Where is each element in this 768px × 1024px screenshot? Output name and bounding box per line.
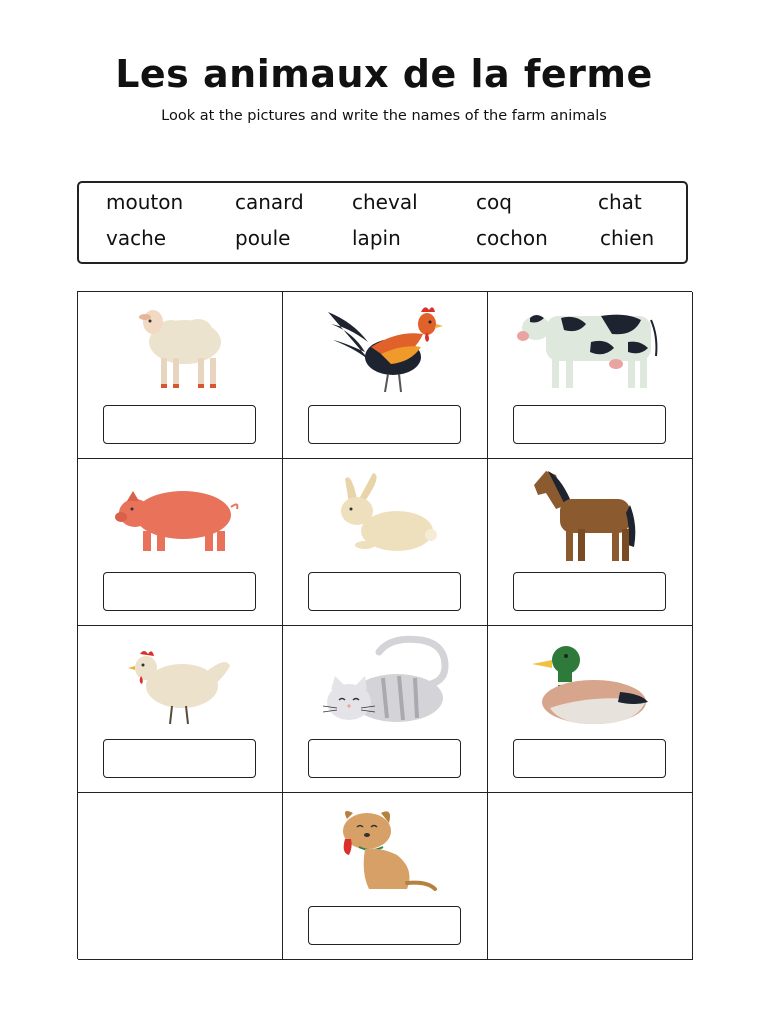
pig-icon: [113, 483, 243, 558]
empty-cell: [488, 793, 693, 960]
word-bank-item: lapin: [352, 226, 401, 250]
animal-grid: [77, 291, 692, 959]
word-bank-item: vache: [106, 226, 167, 250]
animal-cell-sheep: [78, 292, 283, 459]
rabbit-icon: [335, 469, 440, 559]
animal-cell-horse: [488, 459, 693, 626]
duck-icon: [530, 638, 655, 733]
animal-cell-hen: [78, 626, 283, 793]
answer-field[interactable]: [103, 405, 256, 444]
answer-field[interactable]: [308, 739, 461, 778]
animal-cell-duck: [488, 626, 693, 793]
word-bank-item: cochon: [476, 226, 548, 250]
word-bank: [77, 181, 688, 264]
page-title: Les animaux de la ferme: [115, 52, 653, 96]
word-bank-item: coq: [476, 190, 512, 214]
horse-icon: [526, 465, 641, 565]
word-bank-item: mouton: [106, 190, 184, 214]
answer-field[interactable]: [308, 906, 461, 945]
cat-icon: [321, 632, 451, 732]
hen-icon: [126, 636, 236, 731]
answer-field[interactable]: [103, 739, 256, 778]
animal-cell-cow: [488, 292, 693, 459]
sheep-icon: [123, 300, 233, 395]
word-bank-item: chat: [598, 190, 642, 214]
word-bank-item: poule: [235, 226, 291, 250]
answer-field[interactable]: [513, 572, 666, 611]
rooster-icon: [323, 302, 448, 397]
word-bank-item: canard: [235, 190, 304, 214]
answer-field[interactable]: [308, 405, 461, 444]
page-subtitle: Look at the pictures and write the names of the farm animals: [161, 108, 607, 124]
animal-cell-rooster: [283, 292, 488, 459]
answer-field[interactable]: [513, 739, 666, 778]
animal-cell-dog: [283, 793, 488, 960]
dog-icon: [331, 803, 441, 898]
answer-field[interactable]: [103, 572, 256, 611]
empty-cell: [78, 793, 283, 960]
animal-cell-rabbit: [283, 459, 488, 626]
answer-field[interactable]: [513, 405, 666, 444]
word-bank-item: chien: [600, 226, 655, 250]
animal-cell-pig: [78, 459, 283, 626]
animal-cell-cat: [283, 626, 488, 793]
word-bank-item: cheval: [352, 190, 418, 214]
cow-icon: [516, 306, 661, 396]
answer-field[interactable]: [308, 572, 461, 611]
